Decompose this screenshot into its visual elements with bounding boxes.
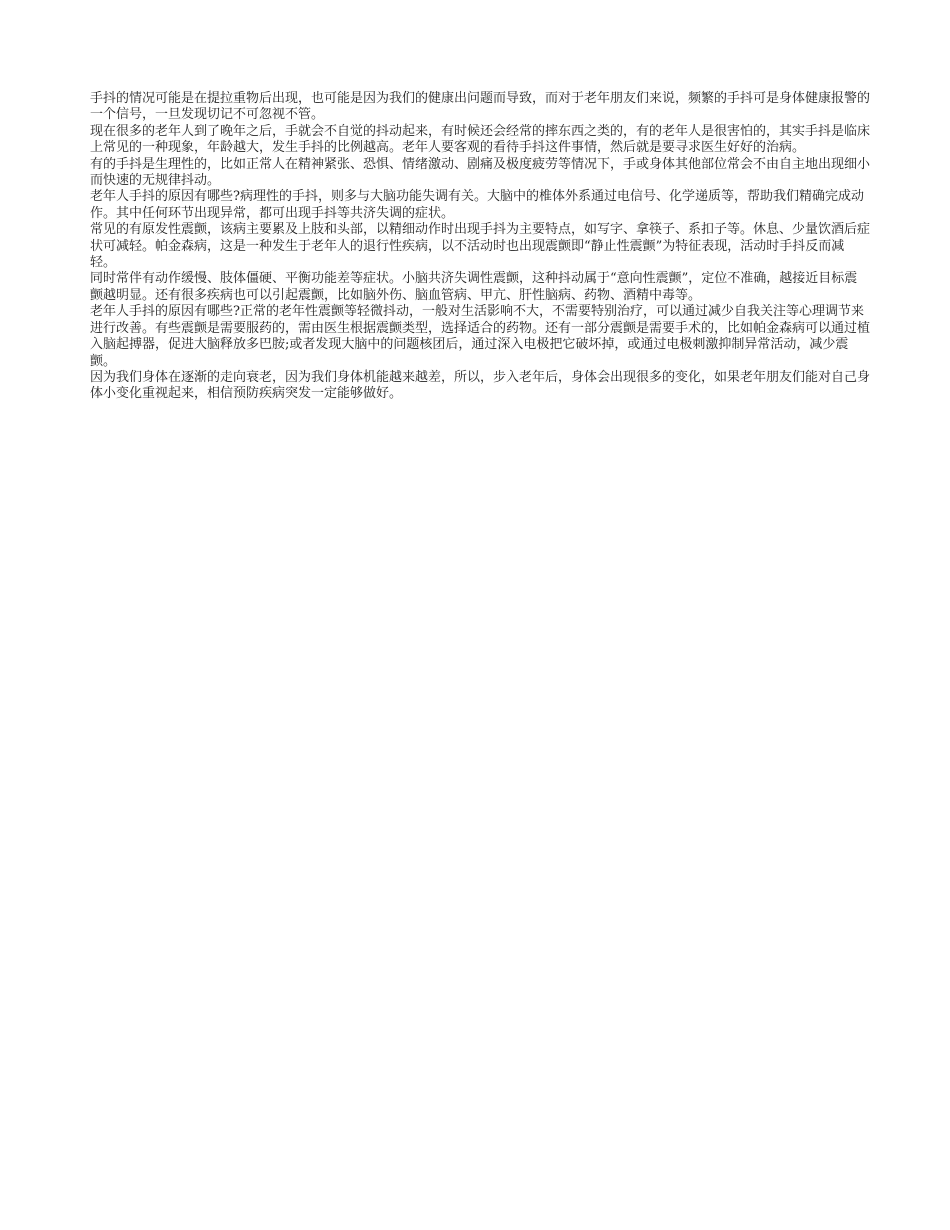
paragraph-treatment: 老年人手抖的原因有哪些?正常的老年性震颤等轻微抖动，一般对生活影响不大，不需要特别治疗，可以通过减少自我关注等心理调节来进行改善。有些震颤是需要服药的，需由医生根据震颤类型，选择适合的药物。还有一部分震颤是需要手术的，比如帕金森病可以通过植入脑起搏器，促进大脑释放多巴胺;或者发现大脑中的问题核团后，通过深入电极把它破坏掉，或通过电极刺激抑制异常活动，减少震颤。 bbox=[90, 304, 871, 369]
paragraph-intro: 手抖的情况可能是在提拉重物后出现，也可能是因为我们的健康出问题而导致，而对于老年朋友们来说，频繁的手抖可是身体健康报警的一个信号，一旦发现切记不可忽视不管。 bbox=[90, 91, 871, 123]
paragraph-elderly-hand-tremor: 现在很多的老年人到了晚年之后，手就会不自觉的抖动起来，有时候还会经常的摔东西之类的，有的老年人是很害怕的，其实手抖是临床上常见的一种现象，年龄越大，发生手抖的比例越高。老年人要客观的看待手抖这件事情，然后就是要寻求医生好好的治病。 bbox=[90, 123, 871, 156]
paragraph-cerebellar-tremor: 同时常伴有动作缓慢、肢体僵硬、平衡功能差等症状。小脑共济失调性震颤，这种抖动属于“意向性震颤”，定位不准确，越接近目标震颤越明显。还有很多疾病也可以引起震颤，比如脑外伤、脑血管病、甲亢、肝性脑病、药物、酒精中毒等。 bbox=[90, 271, 858, 303]
paragraph-physiological-tremor: 有的手抖是生理性的，比如正常人在精神紧张、恐惧、情绪激动、剧痛及极度疲劳等情况下，手或身体其他部位常会不由自主地出现细小而快速的无规律抖动。 bbox=[90, 156, 871, 189]
paragraph-conclusion: 因为我们身体在逐渐的走向衰老，因为我们身体机能越来越差，所以，步入老年后，身体会出现很多的变化，如果老年朋友们能对自己身体小变化重视起来，相信预防疾病突发一定能够做好。 bbox=[90, 369, 871, 402]
paragraph-essential-tremor-parkinson: 常见的有原发性震颤，该病主要累及上肢和头部，以精细动作时出现手抖为主要特点，如写字、拿筷子、系扣子等。休息、少量饮酒后症状可减轻。帕金森病，这是一种发生于老年人的退行性疾病，以不活动时也出现震颤即“静止性震颤”为特征表现，活动时手抖反而减轻。 bbox=[90, 222, 871, 271]
paragraph-pathological-tremor: 老年人手抖的原因有哪些?病理性的手抖，则多与大脑功能失调有关。大脑中的椎体外系通过电信号、化学递质等，帮助我们精确完成动作。其中任何环节出现异常，都可出现手抖等共济失调的症状。 bbox=[90, 189, 864, 221]
article-body bbox=[90, 91, 870, 403]
